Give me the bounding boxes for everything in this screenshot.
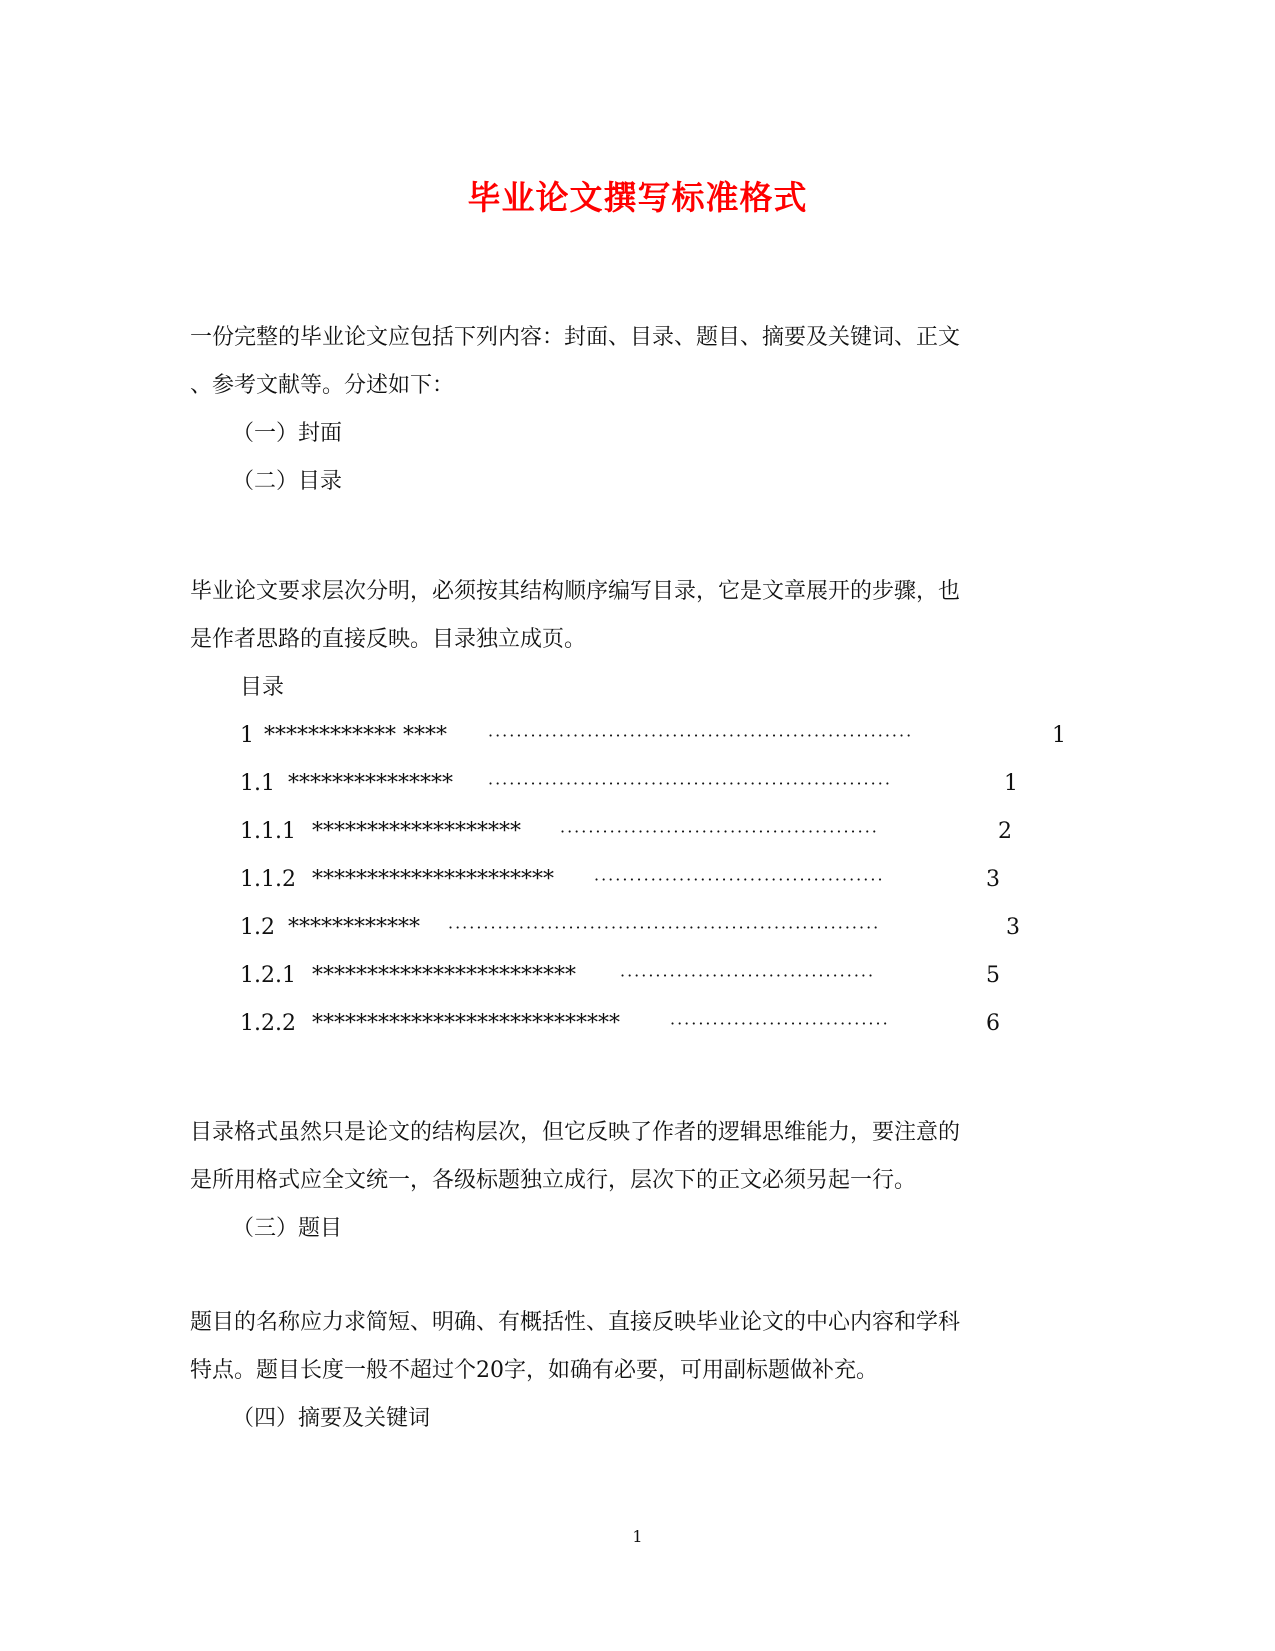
toc-entry-page: 2 <box>998 819 1012 844</box>
toc-entry-number: 1.1.1 <box>240 819 296 844</box>
toc-entry-text: ******************* <box>312 819 521 844</box>
toc-entry-number: 1.1 <box>240 771 275 796</box>
toc-paragraph-line-2: 是作者思路的直接反映。目录独立成页。 <box>190 627 587 652</box>
toc-entry-text: ************ <box>288 915 420 940</box>
toc-entry-text: ************************ <box>312 963 576 988</box>
intro-line-1: 一份完整的毕业论文应包括下列内容：封面、目录、题目、摘要及关键词、正文 <box>190 325 961 350</box>
toc-entry-leader: ····························································· <box>448 918 881 937</box>
toc-entry-leader: ········································· <box>594 870 885 889</box>
toc-entry-number: 1.1.2 <box>240 867 296 892</box>
toc-entry-text: ************ **** <box>264 723 447 748</box>
toc-entry-page: 5 <box>986 963 1000 988</box>
toc-entry-leader: ···································· <box>620 966 876 985</box>
toc-entry-page: 1 <box>1004 771 1018 796</box>
toc-entry-page: 1 <box>1052 723 1066 748</box>
section-heading-toc: （二）目录 <box>232 469 343 494</box>
toc-entry-page: 6 <box>986 1011 1000 1036</box>
section-heading-abstract: （四）摘要及关键词 <box>232 1406 431 1431</box>
toc-entry-text: **************************** <box>312 1011 620 1036</box>
section-heading-cover: （一）封面 <box>232 421 343 446</box>
toc-entry-number: 1.2.1 <box>240 963 296 988</box>
toc-note-line-2: 是所用格式应全文统一，各级标题独立成行，层次下的正文必须另起一行。 <box>190 1168 917 1193</box>
toc-entry-text: ********************** <box>312 867 554 892</box>
toc-note-line-1: 目录格式虽然只是论文的结构层次，但它反映了作者的逻辑思维能力，要注意的 <box>190 1120 961 1145</box>
toc-entry-leader: ······························· <box>670 1014 890 1033</box>
toc-heading: 目录 <box>240 675 285 700</box>
intro-line-2: 、参考文献等。分述如下： <box>190 373 455 398</box>
toc-entry-leader: ························································· <box>488 774 892 793</box>
toc-entry-leader: ···························································· <box>488 726 914 745</box>
toc-entry-number: 1.2.2 <box>240 1011 296 1036</box>
section-heading-title: （三）题目 <box>232 1216 343 1241</box>
toc-entry-page: 3 <box>1006 915 1020 940</box>
toc-entry-leader: ············································· <box>560 822 879 841</box>
page-number: 1 <box>632 1527 643 1546</box>
toc-paragraph-line-1: 毕业论文要求层次分明，必须按其结构顺序编写目录，它是文章展开的步骤，也 <box>190 579 961 604</box>
title-paragraph-line-1: 题目的名称应力求简短、明确、有概括性、直接反映毕业论文的中心内容和学科 <box>190 1310 961 1335</box>
toc-entry-text: *************** <box>288 771 453 796</box>
toc-entry-number: 1.2 <box>240 915 275 940</box>
toc-entry-number: 1 <box>240 723 254 748</box>
title-paragraph-line-2: 特点。题目长度一般不超过个20字，如确有必要，可用副标题做补充。 <box>190 1358 878 1383</box>
document-title: 毕业论文撰写标准格式 <box>467 178 808 217</box>
toc-entry-page: 3 <box>986 867 1000 892</box>
